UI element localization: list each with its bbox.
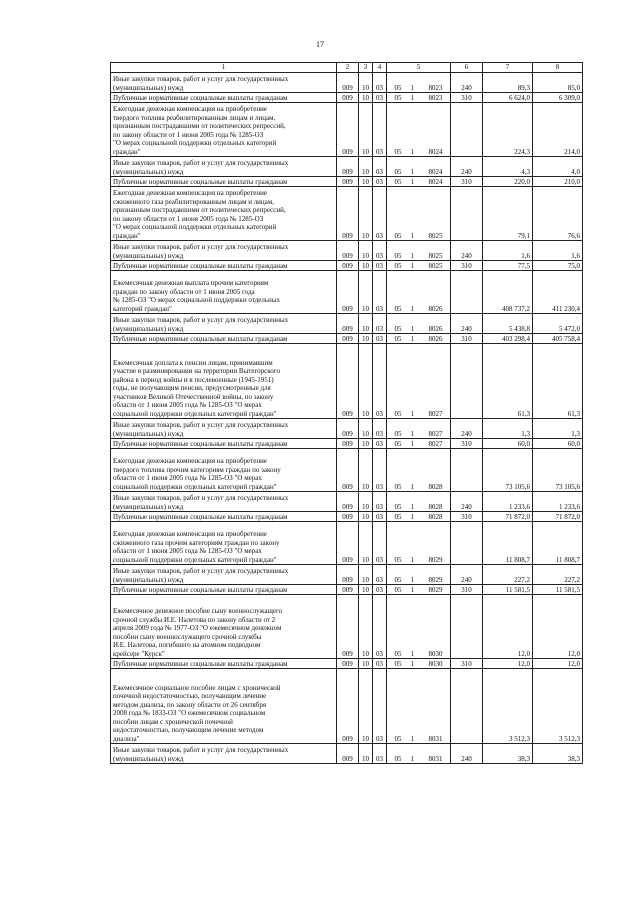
target-article-cell [387, 73, 451, 93]
target-article-cell [387, 565, 451, 585]
column-header: 7 [483, 63, 533, 73]
target-article-part: 1 [410, 754, 415, 763]
table-row [111, 261, 583, 271]
amount-year1-cell: 79,1 [483, 187, 533, 241]
amount-year2-cell: 76,6 [533, 187, 583, 241]
expense-type-cell [451, 187, 483, 241]
subsection-code-cell: 03 [373, 449, 387, 492]
target-article-part: 1 [410, 167, 415, 176]
section-code-cell: 10 [359, 93, 373, 103]
amount-year2-cell: 5 472,0 [533, 314, 583, 334]
table-row [111, 565, 583, 585]
target-article-part: 1 [410, 324, 415, 333]
target-article-part: 1 [410, 659, 415, 668]
table-row [111, 512, 583, 522]
target-article-cell [387, 439, 451, 449]
target-article-cell [387, 334, 451, 344]
amount-year1-cell: 73 105,6 [483, 449, 533, 492]
section-code-cell: 10 [359, 177, 373, 187]
expense-type-cell: 240 [451, 565, 483, 585]
subsection-code-cell: 03 [373, 314, 387, 334]
amount-year1-cell: 408 737,2 [483, 271, 533, 314]
section-code-cell: 10 [359, 585, 373, 595]
row-name-cell: Публичные нормативные социальные выплаты гражданам [111, 585, 337, 595]
ministry-code-cell: 009 [337, 565, 359, 585]
amount-year2-cell: 3 512,3 [533, 669, 583, 744]
target-article-part: 8025 [428, 261, 443, 270]
subsection-code-cell: 03 [373, 157, 387, 177]
target-article-part: 8027 [428, 409, 443, 418]
amount-year1-cell: 11 581,5 [483, 585, 533, 595]
header-row [111, 63, 583, 73]
target-article-cell [387, 419, 451, 439]
target-article-part: 1 [410, 251, 415, 260]
section-code-cell: 10 [359, 314, 373, 334]
amount-year2-cell: 85,0 [533, 73, 583, 93]
subsection-code-cell: 03 [373, 261, 387, 271]
column-header: 3 [359, 63, 373, 73]
target-article-cell [387, 744, 451, 764]
table-row [111, 419, 583, 439]
target-article-part: 05 [394, 251, 402, 260]
target-article-cell [387, 585, 451, 595]
amount-year1-cell: 71 872,0 [483, 512, 533, 522]
expense-type-cell [451, 271, 483, 314]
target-article-part: 8026 [428, 304, 443, 313]
expense-type-cell: 310 [451, 439, 483, 449]
target-article-part: 05 [394, 231, 402, 240]
expense-type-cell [451, 344, 483, 419]
table-row [111, 744, 583, 764]
target-article-part: 05 [394, 334, 402, 343]
ministry-code-cell: 009 [337, 157, 359, 177]
target-article-cell [387, 522, 451, 565]
ministry-code-cell: 009 [337, 187, 359, 241]
ministry-code-cell: 009 [337, 314, 359, 334]
target-article-part: 1 [410, 429, 415, 438]
expense-type-cell: 310 [451, 261, 483, 271]
expense-type-cell [451, 595, 483, 659]
target-article-part: 1 [410, 482, 415, 491]
target-article-part: 05 [394, 649, 402, 658]
amount-year2-cell: 214,0 [533, 103, 583, 157]
target-article-part: 8024 [428, 177, 443, 186]
amount-year1-cell: 6 624,0 [483, 93, 533, 103]
ministry-code-cell: 009 [337, 419, 359, 439]
section-code-cell: 10 [359, 522, 373, 565]
column-header: 8 [533, 63, 583, 73]
row-name-cell: Публичные нормативные социальные выплаты гражданам [111, 261, 337, 271]
target-article-part: 1 [410, 575, 415, 584]
target-article-part: 8029 [428, 575, 443, 584]
ministry-code-cell: 009 [337, 595, 359, 659]
column-header: 4 [373, 63, 387, 73]
target-article-part: 8026 [428, 324, 443, 333]
expense-type-cell [451, 522, 483, 565]
subsection-code-cell: 03 [373, 744, 387, 764]
amount-year2-cell: 12,0 [533, 659, 583, 669]
ministry-code-cell: 009 [337, 449, 359, 492]
target-article-part: 8031 [428, 754, 443, 763]
amount-year2-cell: 71 872,0 [533, 512, 583, 522]
section-code-cell: 10 [359, 659, 373, 669]
target-article-part: 05 [394, 261, 402, 270]
target-article-part: 05 [394, 409, 402, 418]
table-row [111, 73, 583, 93]
target-article-part: 05 [394, 659, 402, 668]
table-row [111, 585, 583, 595]
target-article-part: 8025 [428, 251, 443, 260]
target-article-part: 1 [410, 555, 415, 564]
row-name-cell: Ежемесячное социальное пособие лицам с хронической почечной недостаточностью, получающим лечение методом диализа, по закону области от 26 сентября 2008 года № 1833-ОЗ "О ежемесячном социальном пособии лицам с хронической почечной недостаточностью, получающим лечение методом диализа" [111, 669, 337, 744]
target-article-part: 05 [394, 575, 402, 584]
target-article-part: 8030 [428, 649, 443, 658]
subsection-code-cell: 03 [373, 93, 387, 103]
table-row [111, 93, 583, 103]
target-article-part: 8031 [428, 734, 443, 743]
target-article-part: 1 [410, 502, 415, 511]
column-header: 6 [451, 63, 483, 73]
ministry-code-cell: 009 [337, 93, 359, 103]
amount-year1-cell: 77,5 [483, 261, 533, 271]
row-name-cell: Иные закупки товаров, работ и услуг для государственных (муниципальных) нужд [111, 565, 337, 585]
ministry-code-cell: 009 [337, 271, 359, 314]
target-article-part: 1 [410, 409, 415, 418]
row-name-cell: Иные закупки товаров, работ и услуг для государственных (муниципальных) нужд [111, 157, 337, 177]
ministry-code-cell: 009 [337, 659, 359, 669]
section-code-cell: 10 [359, 439, 373, 449]
target-article-part: 1 [410, 512, 415, 521]
target-article-part: 05 [394, 502, 402, 511]
amount-year2-cell: 4,0 [533, 157, 583, 177]
section-code-cell: 10 [359, 669, 373, 744]
amount-year1-cell: 60,0 [483, 439, 533, 449]
expense-type-cell: 240 [451, 157, 483, 177]
subsection-code-cell: 03 [373, 241, 387, 261]
subsection-code-cell: 03 [373, 73, 387, 93]
target-article-cell [387, 177, 451, 187]
target-article-cell [387, 271, 451, 314]
target-article-part: 1 [410, 304, 415, 313]
amount-year1-cell: 403 298,4 [483, 334, 533, 344]
column-header: 2 [337, 63, 359, 73]
table-row [111, 522, 583, 565]
target-article-part: 8029 [428, 585, 443, 594]
amount-year1-cell: 224,3 [483, 103, 533, 157]
amount-year1-cell: 227,2 [483, 565, 533, 585]
ministry-code-cell: 009 [337, 177, 359, 187]
target-article-cell [387, 187, 451, 241]
amount-year2-cell: 210,0 [533, 177, 583, 187]
amount-year1-cell: 61,3 [483, 344, 533, 419]
target-article-part: 1 [410, 177, 415, 186]
amount-year1-cell: 12,0 [483, 595, 533, 659]
row-name-cell: Публичные нормативные социальные выплаты гражданам [111, 93, 337, 103]
amount-year1-cell: 5 438,8 [483, 314, 533, 334]
section-code-cell: 10 [359, 103, 373, 157]
amount-year1-cell: 38,3 [483, 744, 533, 764]
subsection-code-cell: 03 [373, 419, 387, 439]
subsection-code-cell: 03 [373, 177, 387, 187]
target-article-part: 8024 [428, 167, 443, 176]
expense-type-cell: 240 [451, 744, 483, 764]
target-article-cell [387, 261, 451, 271]
section-code-cell: 10 [359, 334, 373, 344]
table-row [111, 439, 583, 449]
row-name-cell: Иные закупки товаров, работ и услуг для государственных (муниципальных) нужд [111, 744, 337, 764]
table-row [111, 241, 583, 261]
section-code-cell: 10 [359, 595, 373, 659]
column-header: 1 [111, 63, 337, 73]
amount-year1-cell: 11 808,7 [483, 522, 533, 565]
section-code-cell: 10 [359, 261, 373, 271]
target-article-part: 1 [410, 585, 415, 594]
target-article-part: 8024 [428, 147, 443, 156]
amount-year2-cell: 61,3 [533, 344, 583, 419]
row-name-cell: Ежемесячное денежное пособие сыну военнослужащего срочной службы И.Е. Налетова по закону области от 2 апреля 2009 года № 1977-ОЗ "О ежемесячном денежном пособии сыну военнослужащего срочной службы И.Е. Налетова, погибшего на атомном подводном крейсере "Курск" [111, 595, 337, 659]
amount-year1-cell: 1,6 [483, 241, 533, 261]
subsection-code-cell: 03 [373, 103, 387, 157]
table-row [111, 449, 583, 492]
subsection-code-cell: 03 [373, 669, 387, 744]
target-article-part: 05 [394, 482, 402, 491]
target-article-part: 05 [394, 429, 402, 438]
row-name-cell: Иные закупки товаров, работ и услуг для государственных (муниципальных) нужд [111, 419, 337, 439]
ministry-code-cell: 009 [337, 334, 359, 344]
subsection-code-cell: 03 [373, 492, 387, 512]
amount-year1-cell: 1 233,6 [483, 492, 533, 512]
target-article-part: 05 [394, 147, 402, 156]
section-code-cell: 10 [359, 271, 373, 314]
amount-year2-cell: 1,6 [533, 241, 583, 261]
expense-type-cell: 310 [451, 585, 483, 595]
table-row [111, 595, 583, 659]
amount-year2-cell: 11 581,5 [533, 585, 583, 595]
target-article-part: 8030 [428, 659, 443, 668]
target-article-part: 1 [410, 147, 415, 156]
expense-type-cell [451, 103, 483, 157]
row-name-cell: Публичные нормативные социальные выплаты гражданам [111, 512, 337, 522]
target-article-part: 05 [394, 585, 402, 594]
section-code-cell: 10 [359, 241, 373, 261]
ministry-code-cell: 009 [337, 261, 359, 271]
table-row [111, 669, 583, 744]
expense-type-cell: 310 [451, 659, 483, 669]
target-article-cell [387, 314, 451, 334]
subsection-code-cell: 03 [373, 512, 387, 522]
amount-year2-cell: 227,2 [533, 565, 583, 585]
table-row [111, 187, 583, 241]
target-article-part: 1 [410, 734, 415, 743]
target-article-cell [387, 659, 451, 669]
target-article-cell [387, 103, 451, 157]
target-article-cell [387, 595, 451, 659]
expense-type-cell [451, 449, 483, 492]
target-article-part: 8023 [428, 83, 443, 92]
target-article-part: 8025 [428, 231, 443, 240]
expense-type-cell: 240 [451, 314, 483, 334]
target-article-cell [387, 669, 451, 744]
target-article-cell [387, 449, 451, 492]
ministry-code-cell: 009 [337, 73, 359, 93]
amount-year1-cell: 89,3 [483, 73, 533, 93]
amount-year2-cell: 1,3 [533, 419, 583, 439]
subsection-code-cell: 03 [373, 439, 387, 449]
subsection-code-cell: 03 [373, 334, 387, 344]
row-name-cell: Иные закупки товаров, работ и услуг для государственных (муниципальных) нужд [111, 492, 337, 512]
column-header: 5 [387, 63, 451, 73]
target-article-cell [387, 157, 451, 177]
table-row [111, 314, 583, 334]
section-code-cell: 10 [359, 157, 373, 177]
amount-year2-cell: 11 808,7 [533, 522, 583, 565]
target-article-cell [387, 492, 451, 512]
subsection-code-cell: 03 [373, 522, 387, 565]
row-name-cell: Ежемесячная доплата к пенсии лицам, принимавшим участие в разминировании на территории Вытегорского района в период войны и в послевоенные (1945-1951) годы, не получающим пенсии, предусмотренные для участников Великой Отечественной войны, по закону области от 1 июня 2005 года № 1285-ОЗ "О мерах социальной поддержки отдельных категорий граждан" [111, 344, 337, 419]
row-name-cell: Иные закупки товаров, работ и услуг для государственных (муниципальных) нужд [111, 73, 337, 93]
subsection-code-cell: 03 [373, 595, 387, 659]
target-article-part: 8026 [428, 334, 443, 343]
target-article-part: 1 [410, 261, 415, 270]
subsection-code-cell: 03 [373, 585, 387, 595]
target-article-part: 05 [394, 83, 402, 92]
ministry-code-cell: 009 [337, 241, 359, 261]
section-code-cell: 10 [359, 744, 373, 764]
expense-type-cell: 240 [451, 73, 483, 93]
subsection-code-cell: 03 [373, 659, 387, 669]
table-row [111, 177, 583, 187]
section-code-cell: 10 [359, 565, 373, 585]
ministry-code-cell: 009 [337, 522, 359, 565]
row-name-cell: Ежегодная денежная компенсация на приобретение сжиженного газа реабилитированным лицам и лицам, признанным пострадавшими от политических репрессий, по закону области от 1 июня 2005 года № 1285-ОЗ "О мерах социальной поддержки отдельных категорий граждан" [111, 187, 337, 241]
expense-type-cell: 240 [451, 241, 483, 261]
expense-type-cell: 240 [451, 419, 483, 439]
target-article-cell [387, 344, 451, 419]
row-name-cell: Ежегодная денежная компенсация на приобретение твердого топлива реабилитированным лицам и лицам, признанным пострадавшими от политических репрессий, по закону области от 1 июня 2005 года № 1285-ОЗ "О мерах социальной поддержки отдельных категорий граждан" [111, 103, 337, 157]
table-row [111, 271, 583, 314]
row-name-cell: Ежегодная денежная компенсация на приобретение твердого топлива прочим категориям граждан по закону области от 1 июня 2005 года № 1285-ОЗ "О мерах социальной поддержки отдельных категорий граждан" [111, 449, 337, 492]
target-article-part: 1 [410, 93, 415, 102]
target-article-part: 8027 [428, 429, 443, 438]
table-row [111, 334, 583, 344]
ministry-code-cell: 009 [337, 344, 359, 419]
amount-year1-cell: 1,3 [483, 419, 533, 439]
target-article-part: 8029 [428, 555, 443, 564]
ministry-code-cell: 009 [337, 492, 359, 512]
subsection-code-cell: 03 [373, 187, 387, 241]
subsection-code-cell: 03 [373, 344, 387, 419]
target-article-part: 8028 [428, 512, 443, 521]
target-article-part: 05 [394, 439, 402, 448]
amount-year2-cell: 6 309,0 [533, 93, 583, 103]
row-name-cell: Публичные нормативные социальные выплаты гражданам [111, 659, 337, 669]
budget-table [110, 62, 583, 764]
amount-year2-cell: 411 230,4 [533, 271, 583, 314]
expense-type-cell: 240 [451, 492, 483, 512]
ministry-code-cell: 009 [337, 669, 359, 744]
section-code-cell: 10 [359, 449, 373, 492]
table-row [111, 344, 583, 419]
section-code-cell: 10 [359, 187, 373, 241]
section-code-cell: 10 [359, 344, 373, 419]
ministry-code-cell: 009 [337, 585, 359, 595]
amount-year2-cell: 73 105,6 [533, 449, 583, 492]
target-article-cell [387, 93, 451, 103]
target-article-part: 1 [410, 334, 415, 343]
section-code-cell: 10 [359, 73, 373, 93]
row-name-cell: Публичные нормативные социальные выплаты гражданам [111, 177, 337, 187]
amount-year2-cell: 38,3 [533, 744, 583, 764]
target-article-part: 05 [394, 93, 402, 102]
target-article-part: 05 [394, 167, 402, 176]
expense-type-cell: 310 [451, 177, 483, 187]
amount-year1-cell: 12,0 [483, 659, 533, 669]
row-name-cell: Иные закупки товаров, работ и услуг для государственных (муниципальных) нужд [111, 241, 337, 261]
amount-year1-cell: 3 512,3 [483, 669, 533, 744]
table-row [111, 492, 583, 512]
row-name-cell: Публичные нормативные социальные выплаты гражданам [111, 439, 337, 449]
expense-type-cell [451, 669, 483, 744]
target-article-part: 8028 [428, 482, 443, 491]
target-article-part: 05 [394, 324, 402, 333]
ministry-code-cell: 009 [337, 439, 359, 449]
expense-type-cell: 310 [451, 512, 483, 522]
amount-year2-cell: 60,0 [533, 439, 583, 449]
section-code-cell: 10 [359, 492, 373, 512]
table-row [111, 659, 583, 669]
target-article-part: 1 [410, 83, 415, 92]
target-article-part: 8027 [428, 439, 443, 448]
row-name-cell: Иные закупки товаров, работ и услуг для государственных (муниципальных) нужд [111, 314, 337, 334]
amount-year2-cell: 75,0 [533, 261, 583, 271]
target-article-part: 1 [410, 439, 415, 448]
amount-year2-cell: 12,0 [533, 595, 583, 659]
row-name-cell: Публичные нормативные социальные выплаты гражданам [111, 334, 337, 344]
table-row [111, 157, 583, 177]
target-article-cell [387, 512, 451, 522]
target-article-part: 05 [394, 177, 402, 186]
ministry-code-cell: 009 [337, 103, 359, 157]
table-row [111, 103, 583, 157]
section-code-cell: 10 [359, 419, 373, 439]
target-article-part: 05 [394, 512, 402, 521]
expense-type-cell: 310 [451, 334, 483, 344]
target-article-cell [387, 241, 451, 261]
row-name-cell: Ежегодная денежная компенсация на приобретение сжиженного газа прочим категориям граждан по закону области от 1 июня 2005 года № 1285-ОЗ "О мерах социальной поддержки отдельных категорий граждан" [111, 522, 337, 565]
target-article-part: 05 [394, 555, 402, 564]
section-code-cell: 10 [359, 512, 373, 522]
ministry-code-cell: 009 [337, 512, 359, 522]
amount-year1-cell: 220,0 [483, 177, 533, 187]
target-article-part: 1 [410, 231, 415, 240]
amount-year2-cell: 1 233,6 [533, 492, 583, 512]
page-number: 17 [316, 40, 324, 49]
target-article-part: 8028 [428, 502, 443, 511]
amount-year1-cell: 4,3 [483, 157, 533, 177]
target-article-part: 8023 [428, 93, 443, 102]
target-article-part: 05 [394, 304, 402, 313]
expense-type-cell: 310 [451, 93, 483, 103]
row-name-cell: Ежемесячная денежная выплата прочим категориям граждан по закону области от 1 июня 2005 года № 1285-ОЗ "О мерах социальной поддержки отдельных категорий граждан" [111, 271, 337, 314]
amount-year2-cell: 405 758,4 [533, 334, 583, 344]
target-article-part: 05 [394, 734, 402, 743]
subsection-code-cell: 03 [373, 565, 387, 585]
target-article-part: 05 [394, 754, 402, 763]
subsection-code-cell: 03 [373, 271, 387, 314]
target-article-part: 1 [410, 649, 415, 658]
ministry-code-cell: 009 [337, 744, 359, 764]
